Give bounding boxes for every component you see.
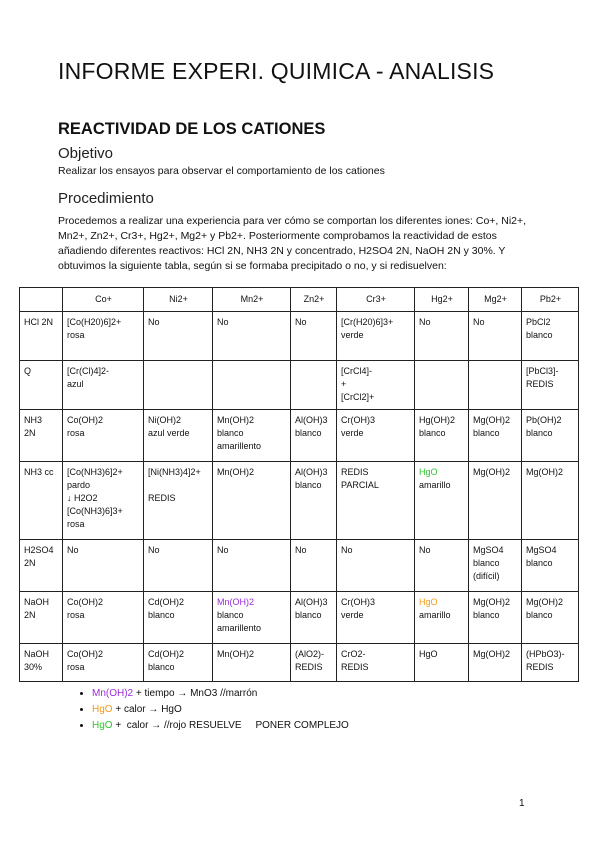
cell-line: blanco xyxy=(217,428,244,438)
result-cell xyxy=(63,361,144,410)
result-cell xyxy=(337,540,415,592)
table-row xyxy=(20,312,579,361)
table-row xyxy=(20,592,579,644)
header-cell: Ni2+ xyxy=(144,288,213,312)
cell-line xyxy=(419,365,465,378)
cell-line: Mn(OH)2 xyxy=(217,467,255,477)
cell-line xyxy=(295,365,333,378)
cell-line: Cd(OH)2 xyxy=(148,597,185,607)
table-row xyxy=(20,361,579,410)
result-cell xyxy=(63,312,144,361)
cell-line: Cr(OH)3 xyxy=(341,597,375,607)
cell-line: 2N xyxy=(24,558,36,568)
result-cell xyxy=(469,540,522,592)
cell-line: PARCIAL xyxy=(341,480,379,490)
cell-line xyxy=(217,365,287,378)
procedimiento-text: Procedemos a realizar una experiencia para ver cómo se comportan los diferentes iones: Co+, Ni2+, Mn2+, Zn2+, Cr3+, Hg2+, Mg2+ y Pb2+. Posteriormente comprobamos la reactividad de estos añadiendo diferentes reactivos: HCl 2N, NH3 2N y concentrado, H2SO4 2N, NaOH 2N y 30%. Y obtuvimos la siguiente tabla, según si se formaba precipitado o no, y si redisuelven: xyxy=(58,215,527,272)
note-item xyxy=(92,702,349,718)
cell-line: REDIS xyxy=(526,662,554,672)
cell-line: Mn(OH)2 xyxy=(217,597,255,607)
notes-list xyxy=(74,686,349,734)
result-cell xyxy=(415,592,469,644)
cell-line: (difícil) xyxy=(473,571,500,581)
result-cell xyxy=(415,312,469,361)
result-cell xyxy=(144,644,213,682)
results-table xyxy=(19,287,579,682)
result-cell xyxy=(144,462,213,540)
result-cell xyxy=(337,361,415,410)
note-text: + tiempo → MnO3 //marrón xyxy=(133,688,258,699)
cell-line: azul xyxy=(67,379,84,389)
table-row xyxy=(20,410,579,462)
header-cell: Mn2+ xyxy=(213,288,291,312)
result-cell xyxy=(415,644,469,682)
header-cell: Co+ xyxy=(63,288,144,312)
reagent-cell xyxy=(20,312,63,361)
table-header-row xyxy=(20,288,579,312)
cell-line: No xyxy=(148,317,160,327)
cell-line: Mg(OH)2 xyxy=(473,467,511,477)
cell-line: verde xyxy=(341,428,364,438)
cell-line: (AlO2)- xyxy=(295,649,324,659)
cell-line xyxy=(148,365,209,378)
table-row xyxy=(20,462,579,540)
result-cell xyxy=(63,592,144,644)
cell-line: Mg(OH)2 xyxy=(473,649,511,659)
table-row xyxy=(20,644,579,682)
cell-line xyxy=(473,365,518,378)
result-cell xyxy=(144,410,213,462)
cell-line: blanco xyxy=(473,610,500,620)
cell-line: [PbCl3]- xyxy=(526,366,559,376)
cell-line: No xyxy=(419,317,431,327)
result-cell xyxy=(213,361,291,410)
cell-line: NaOH xyxy=(24,649,50,659)
cell-line: [CrCl4]- xyxy=(341,366,372,376)
procedimiento-heading: Procedimiento xyxy=(58,190,154,207)
objetivo-heading: Objetivo xyxy=(58,145,114,162)
cell-line: amarillento xyxy=(217,441,262,451)
result-cell xyxy=(291,592,337,644)
result-cell xyxy=(213,540,291,592)
result-cell xyxy=(469,312,522,361)
result-cell xyxy=(337,410,415,462)
cell-line: (HPbO3)- xyxy=(526,649,565,659)
cell-line: REDIS xyxy=(341,662,369,672)
note-item xyxy=(92,686,349,702)
result-cell xyxy=(213,312,291,361)
cell-line: REDIS xyxy=(295,662,323,672)
cell-line: HgO xyxy=(419,467,438,477)
cell-line: CrO2- xyxy=(341,649,366,659)
cell-line: Mg(OH)2 xyxy=(473,597,511,607)
reagent-cell xyxy=(20,462,63,540)
cell-line: Al(OH)3 xyxy=(295,415,328,425)
result-cell xyxy=(522,540,579,592)
cell-line xyxy=(148,479,209,492)
cell-line: verde xyxy=(341,330,364,340)
cell-line: [Ni(NH3)4]2+ xyxy=(148,467,201,477)
result-cell xyxy=(337,592,415,644)
header-cell: Cr3+ xyxy=(337,288,415,312)
cell-line: No xyxy=(295,317,307,327)
result-cell xyxy=(415,540,469,592)
header-cell: Hg2+ xyxy=(415,288,469,312)
document-title: INFORME EXPERI. QUIMICA - ANALISIS xyxy=(58,58,495,84)
cell-line: [Cr(Cl)4]2- xyxy=(67,366,109,376)
cell-line: Co(OH)2 xyxy=(67,415,104,425)
cell-line: Mg(OH)2 xyxy=(526,597,564,607)
cell-line: No xyxy=(217,545,229,555)
result-cell xyxy=(337,312,415,361)
result-cell xyxy=(522,410,579,462)
cell-line: 2N xyxy=(24,610,36,620)
result-cell xyxy=(213,410,291,462)
note-highlight: HgO xyxy=(92,720,113,731)
cell-line: blanco xyxy=(526,330,553,340)
cell-line: blanco xyxy=(473,558,500,568)
cell-line: NH3 cc xyxy=(24,467,54,477)
cell-line: No xyxy=(295,545,307,555)
result-cell xyxy=(291,361,337,410)
result-cell xyxy=(291,540,337,592)
cell-line: [Co(NH3)6]2+ xyxy=(67,467,123,477)
cell-line: amarillo xyxy=(419,480,451,490)
cell-line: verde xyxy=(341,610,364,620)
cell-line: PbCl2 xyxy=(526,317,551,327)
cell-line: REDIS xyxy=(341,467,369,477)
cell-line: H2SO4 xyxy=(24,545,54,555)
cell-line: blanco xyxy=(526,428,553,438)
cell-line: amarillo xyxy=(419,610,451,620)
result-cell xyxy=(144,312,213,361)
result-cell xyxy=(63,644,144,682)
cell-line: blanco xyxy=(148,610,175,620)
result-cell xyxy=(291,410,337,462)
result-cell xyxy=(522,592,579,644)
cell-line: blanco xyxy=(419,428,446,438)
note-text: + calor → HgO xyxy=(112,704,182,715)
cell-line: Pb(OH)2 xyxy=(526,415,562,425)
cell-line: amarillento xyxy=(217,623,262,633)
cell-line: 30% xyxy=(24,662,43,672)
cell-line: Ni(OH)2 xyxy=(148,415,181,425)
reagent-cell xyxy=(20,361,63,410)
note-text: + calor → //rojo RESUELVE PONER COMPLEJO xyxy=(112,720,349,731)
cell-line: Mn(OH)2 xyxy=(217,649,255,659)
cell-line: Al(OH)3 xyxy=(295,467,328,477)
cell-line: blanco xyxy=(148,662,175,672)
result-cell xyxy=(213,462,291,540)
result-cell xyxy=(415,361,469,410)
table-row xyxy=(20,540,579,592)
cell-line: Hg(OH)2 xyxy=(419,415,456,425)
cell-line: + xyxy=(341,379,347,389)
cell-line: rosa xyxy=(67,330,85,340)
cell-line: [CrCl2]+ xyxy=(341,392,375,402)
result-cell xyxy=(522,644,579,682)
cell-line: rosa xyxy=(67,662,85,672)
cell-line: blanco xyxy=(526,610,553,620)
table-body xyxy=(20,312,579,682)
cell-line: Co(OH)2 xyxy=(67,649,104,659)
reagent-cell xyxy=(20,592,63,644)
reagent-cell xyxy=(20,410,63,462)
result-cell xyxy=(63,462,144,540)
cell-line: rosa xyxy=(67,519,85,529)
result-cell xyxy=(522,462,579,540)
reagent-cell xyxy=(20,540,63,592)
header-cell: Mg2+ xyxy=(469,288,522,312)
result-cell xyxy=(144,592,213,644)
cell-line: No xyxy=(341,545,353,555)
cell-line: blanco xyxy=(295,480,322,490)
result-cell xyxy=(469,644,522,682)
result-cell xyxy=(213,644,291,682)
result-cell xyxy=(291,644,337,682)
cell-line: blanco xyxy=(295,610,322,620)
cell-line: blanco xyxy=(295,428,322,438)
result-cell xyxy=(469,462,522,540)
cell-line: NH3 xyxy=(24,415,43,425)
cell-line: MgSO4 xyxy=(473,545,504,555)
cell-line: ↓ H2O2 xyxy=(67,493,98,503)
cell-line: Mg(OH)2 xyxy=(473,415,511,425)
note-item xyxy=(92,718,349,734)
cell-line: Mn(OH)2 xyxy=(217,415,255,425)
cell-line: Co(OH)2 xyxy=(67,597,104,607)
result-cell xyxy=(63,410,144,462)
result-cell xyxy=(522,361,579,410)
cell-line: pardo xyxy=(67,480,91,490)
cell-line: rosa xyxy=(67,428,85,438)
header-cell xyxy=(20,288,63,312)
cell-line: [Co(H20)6]2+ xyxy=(67,317,122,327)
cell-line: azul verde xyxy=(148,428,190,438)
cell-line: Al(OH)3 xyxy=(295,597,328,607)
result-cell xyxy=(469,592,522,644)
cell-line: HgO xyxy=(419,649,438,659)
result-cell xyxy=(337,462,415,540)
cell-line: Mg(OH)2 xyxy=(526,467,564,477)
objetivo-text: Realizar los ensayos para observar el comportamiento de los cationes xyxy=(58,165,385,177)
result-cell xyxy=(213,592,291,644)
cell-line: blanco xyxy=(526,558,553,568)
cell-line: blanco xyxy=(217,610,244,620)
cell-line: No xyxy=(148,545,160,555)
cell-line: No xyxy=(473,317,485,327)
cell-line: No xyxy=(217,317,229,327)
result-cell xyxy=(469,410,522,462)
cell-line: REDIS xyxy=(148,493,176,503)
cell-line: HCl 2N xyxy=(24,317,54,327)
cell-line: blanco xyxy=(473,428,500,438)
cell-line: [Cr(H20)6]3+ xyxy=(341,317,394,327)
result-cell xyxy=(144,540,213,592)
cell-line: No xyxy=(67,545,79,555)
cell-line: [Co(NH3)6]3+ xyxy=(67,506,123,516)
cell-line: Cr(OH)3 xyxy=(341,415,375,425)
cell-line: Cd(OH)2 xyxy=(148,649,185,659)
result-cell xyxy=(415,410,469,462)
cell-line: MgSO4 xyxy=(526,545,557,555)
result-cell xyxy=(291,462,337,540)
result-cell xyxy=(415,462,469,540)
cell-line: HgO xyxy=(419,597,438,607)
cell-line: rosa xyxy=(67,610,85,620)
result-cell xyxy=(337,644,415,682)
result-cell xyxy=(522,312,579,361)
note-highlight: HgO xyxy=(92,704,113,715)
note-highlight: Mn(OH)2 xyxy=(92,688,134,699)
reagent-cell xyxy=(20,644,63,682)
cell-line: No xyxy=(419,545,431,555)
cell-line: NaOH xyxy=(24,597,50,607)
result-cell xyxy=(469,361,522,410)
result-cell xyxy=(63,540,144,592)
section-title: REACTIVIDAD DE LOS CATIONES xyxy=(58,120,326,138)
result-cell xyxy=(144,361,213,410)
cell-line: REDIS xyxy=(526,379,554,389)
result-cell xyxy=(291,312,337,361)
header-cell: Pb2+ xyxy=(522,288,579,312)
page-number: 1 xyxy=(519,798,525,809)
cell-line: 2N xyxy=(24,428,36,438)
cell-line: Q xyxy=(24,366,32,376)
header-cell: Zn2+ xyxy=(291,288,337,312)
